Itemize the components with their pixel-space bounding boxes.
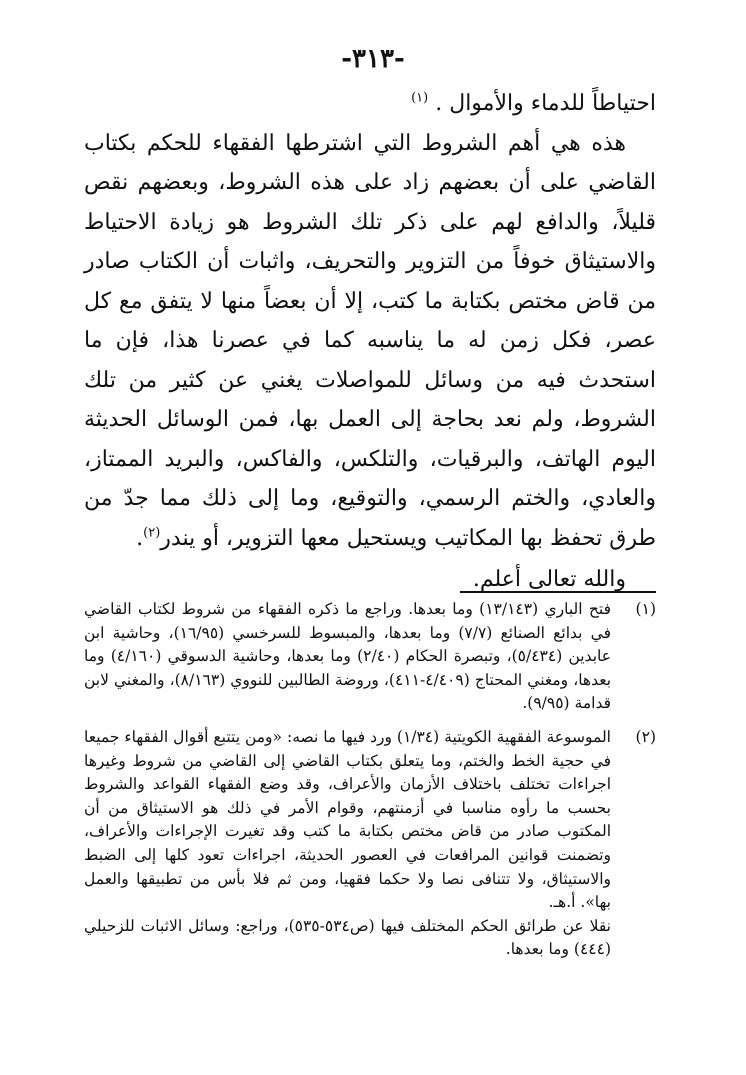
main-paragraph-end: . <box>136 525 144 551</box>
page-number: -٣١٣- <box>341 44 405 74</box>
main-paragraph-text: هذه هي أهم الشروط التي اشترطها الفقهاء للحكم بكتاب القاضي على أن بعضهم زاد على هذه الشروط، وبعضهم نقص قليلاً، والدافع لهم على ذكر تلك الشروط هو زيادة الاحتياط والاستيثاق خوفاً من التزوير والتحريف، واثبات أن الكتاب صادر من قاض مختص بكتابة ما كتب، إلا أن بعضاً منها لا يتفق مع كل عصر، فكل زمن له ما يناسبه كما في عصرنا هذا، فإن ما استحدث فيه من وسائل للمواصلات يغني عن كثير من تلك الشروط، ولم نعد بحاجة إلى العمل بها، فمن الوسائل الحديثة اليوم الهاتف، والبرقيات، والتلكس، والفاكس، والبريد الممتاز، والعادي، والختم الرسمي، والتوقيع، وما إلى ذلك مما جدّ من طرق تحفظ بها المكاتيب ويستحيل معها التزوير، أو يندر <box>84 130 656 551</box>
footnote-text: فتح الباري (١٣/١٤٣) وما بعدها. وراجع ما ذكره الفقهاء من شروط لكتاب القاضي في بدائع الصنائع (٧/٧) وما بعدها، والمبسوط للسرخسي (١٦/٩٥)، وحاشية ابن عابدين (٥/٤٣٤)، وتبصرة الحكام (٢/٤٠) وما بعدها، وحاشية الدسوقي (٤/١٦٠) وما بعدها، ومغني المحتاج (٤/٤٠٩-٤١١)، وروضة الطالبين للنووي (٨/١٦٣)، والمغني لابن قدامة (٩/٩٥). <box>84 600 612 713</box>
footnote-1 <box>84 598 656 716</box>
footnote-2 <box>84 726 656 962</box>
footnote-ref-1: (١) <box>411 90 429 106</box>
footnote-number: (١) <box>635 600 656 618</box>
opening-line <box>84 84 656 124</box>
footnote-continuation: نقلا عن طرائق الحكم المختلف فيها (ص٥٣٤-٥٣٥)، وراجع: وسائل الاثبات للزحيلي (٤٤٤) وما بعدها. <box>84 916 611 959</box>
main-paragraph <box>84 124 656 559</box>
main-text <box>84 84 656 600</box>
opening-line-text: احتياطاً للدماء والأموال . <box>435 91 656 116</box>
footnotes <box>84 598 656 972</box>
footnote-separator <box>460 591 656 593</box>
closing-line: والله تعالى أعلم. <box>472 567 626 592</box>
footnote-text: الموسوعة الفقهية الكويتية (١/٣٤) ورد فيها ما نصه: «ومن يتتبع أقوال الفقهاء جميعا في حجية الخط والختم، وما يتعلق بكتاب القاضي إلى القاضي من شروط وغيرها اجراءات تختلف باختلاف الأزمان والأعراف، وقد وضع الفقهاء القواعد والشروط بحسب ما رأوه مناسبا في أزمنتهم، وقوام الأمر في ذلك هو الاستيثاق من أن المكتوب صادر من قاض مختص بكتابة ما كتب وقد تغيرت الإجراءات والأعراف، وتضمنت قوانين المرافعات في العصور الحديثة، اجراءات تعود كلها إلى الضبط والاستيثاق، ولا تتنافى نصا ولا حكما فقهيا، ومن ثم فلا بأس من تطبيقها والعمل بها». أ.هـ. <box>84 727 611 912</box>
footnote-number: (٢) <box>635 727 656 746</box>
footnote-ref-2: (٢) <box>143 525 161 541</box>
